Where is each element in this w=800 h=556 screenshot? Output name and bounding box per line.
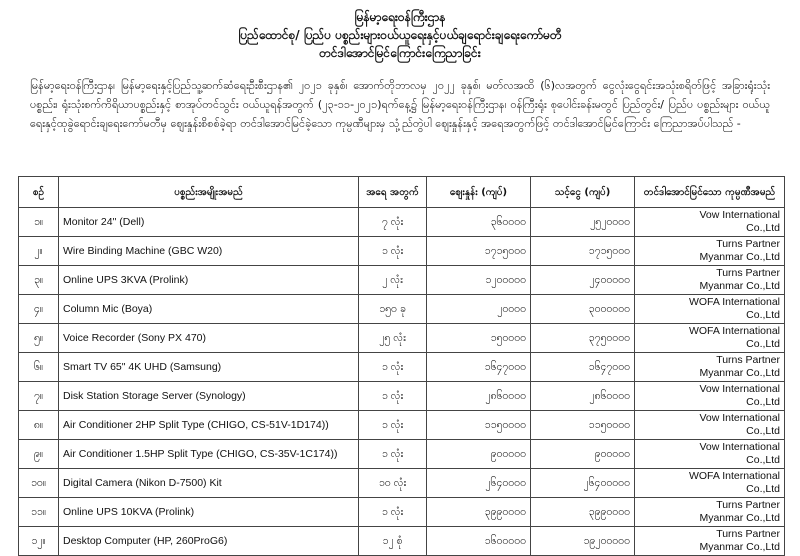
item-unit-price: ၁၅၀၀၀၀ xyxy=(427,324,531,353)
col-header-no: စဉ် xyxy=(19,177,59,208)
item-unit-price: ၁၂၀၀၀၀၀ xyxy=(427,266,531,295)
item-total: ၂၆၄၀၀၀၀၀ xyxy=(531,469,635,498)
company-name xyxy=(635,440,785,469)
company-name-line2: Co.,Ltd xyxy=(746,396,780,408)
item-description: Digital Camera (Nikon D-7500) Kit xyxy=(59,469,359,498)
company-name-line1: Turns Partner xyxy=(716,238,780,250)
item-unit-price: ၉၀၀၀၀၀ xyxy=(427,440,531,469)
item-total: ၂၄၀၀၀၀၀ xyxy=(531,266,635,295)
table-row xyxy=(19,324,785,353)
item-quantity: ၁ လုံး xyxy=(359,382,427,411)
company-name-line1: Vow International xyxy=(699,412,780,424)
item-total: ၃၇၅၀၀၀၀ xyxy=(531,324,635,353)
row-number: ၂။ xyxy=(19,237,59,266)
company-name-line1: WOFA International xyxy=(688,470,780,482)
item-unit-price: ၂၈၆၀၀၀၀ xyxy=(427,382,531,411)
item-total: ၃၉၉၀၀၀၀ xyxy=(531,498,635,527)
company-name-line2: Co.,Ltd xyxy=(746,425,780,437)
ministry-title: မြန်မာ့ရေးဝန်ကြီးဌာန xyxy=(354,10,446,24)
item-description: Air Conditioner 2HP Split Type (CHIGO, CS-51V-1D174)) xyxy=(59,411,359,440)
item-unit-price: ၃၉၉၀၀၀၀ xyxy=(427,498,531,527)
company-name-line2: Myanmar Co.,Ltd xyxy=(699,280,780,292)
company-name xyxy=(635,266,785,295)
item-description: Smart TV 65" 4K UHD (Samsung) xyxy=(59,353,359,382)
item-description: Online UPS 3KVA (Prolink) xyxy=(59,266,359,295)
company-name-line2: Co.,Ltd xyxy=(746,222,780,234)
company-name-line2: Co.,Ltd xyxy=(746,309,780,321)
row-number: ၅။ xyxy=(19,324,59,353)
item-unit-price: ၁၁၅၀၀၀၀ xyxy=(427,411,531,440)
table-row xyxy=(19,440,785,469)
company-name xyxy=(635,237,785,266)
item-quantity: ၁ လုံး xyxy=(359,440,427,469)
company-name-line1: Vow International xyxy=(699,441,780,453)
tender-results-table xyxy=(18,176,785,556)
company-name-line2: Co.,Ltd xyxy=(746,483,780,495)
item-quantity: ၁၀ လုံး xyxy=(359,469,427,498)
item-total: ၂၈၆၀၀၀၀ xyxy=(531,382,635,411)
row-number: ၆။ xyxy=(19,353,59,382)
table-row xyxy=(19,208,785,237)
announcement-title: တင်ဒါအောင်မြင်ကြောင်းကြေညာခြင်း xyxy=(319,46,481,60)
row-number: ၁၀။ xyxy=(19,469,59,498)
table-row xyxy=(19,527,785,556)
committee-title: ပြည်ထောင်စု/ ပြည်ပ ပစ္စည်းများဝယ်ယူရေးနှင့်ပယ်ချရောင်းချရေးကော်မတီ xyxy=(238,28,562,42)
item-description: Wire Binding Machine (GBC W20) xyxy=(59,237,359,266)
col-header-company: တင်ဒါအောင်မြင်သော ကုမ္ပဏီအမည် xyxy=(635,177,785,208)
company-name xyxy=(635,498,785,527)
company-name xyxy=(635,353,785,382)
item-quantity: ၂၅ လုံး xyxy=(359,324,427,353)
item-quantity: ၂ လုံး xyxy=(359,266,427,295)
table-row xyxy=(19,469,785,498)
table-header-row xyxy=(19,177,785,208)
row-number: ၁၁။ xyxy=(19,498,59,527)
item-description: Online UPS 10KVA (Prolink) xyxy=(59,498,359,527)
company-name-line1: Vow International xyxy=(699,383,780,395)
company-name xyxy=(635,411,785,440)
item-total: ၃၀၀၀၀၀၀ xyxy=(531,295,635,324)
company-name-line2: Co.,Ltd xyxy=(746,454,780,466)
row-number: ၁။ xyxy=(19,208,59,237)
item-total: ၂၅၂၀၀၀၀ xyxy=(531,208,635,237)
row-number: ၃။ xyxy=(19,266,59,295)
row-number: ၉။ xyxy=(19,440,59,469)
item-quantity: ၁၂ စုံ xyxy=(359,527,427,556)
company-name xyxy=(635,324,785,353)
col-header-total: သင့်ငွေ (ကျပ်) xyxy=(531,177,635,208)
table-row xyxy=(19,237,785,266)
company-name xyxy=(635,382,785,411)
col-header-unit-price: ဈေးနှုန်း (ကျပ်) xyxy=(427,177,531,208)
col-header-quantity: အရေ အတွက် xyxy=(359,177,427,208)
item-total: ၁၉၂၀၀၀၀၀ xyxy=(531,527,635,556)
company-name xyxy=(635,527,785,556)
item-unit-price: ၂၀၀၀၀ xyxy=(427,295,531,324)
item-total: ၉၀၀၀၀၀ xyxy=(531,440,635,469)
company-name-line2: Myanmar Co.,Ltd xyxy=(699,367,780,379)
table-row xyxy=(19,266,785,295)
company-name xyxy=(635,208,785,237)
company-name-line1: Vow International xyxy=(699,209,780,221)
company-name-line2: Myanmar Co.,Ltd xyxy=(699,251,780,263)
company-name-line2: Myanmar Co.,Ltd xyxy=(699,541,780,553)
company-name-line2: Myanmar Co.,Ltd xyxy=(699,512,780,524)
col-header-description: ပစ္စည်းအမျိုးအမည် xyxy=(59,177,359,208)
item-quantity: ၁ လုံး xyxy=(359,411,427,440)
item-quantity: ၁၅၀ ခု xyxy=(359,295,427,324)
notice-paragraph: မြန်မာ့ရေးဝန်ကြီးဌာန၊ မြန်မာ့ရေးနှင့်ပြည်သူ့ဆက်ဆံရေးဦးစီးဌာန၏ ၂၀၂၁ ခုနှစ်၊ အောက်တိုဘာလမှ ၂၀၂၂ ခုနှစ်၊ မတ်လအထိ (၆)လအတွက် ငွေလုံးငွေရင်းအသုံးစရိတ်ဖြင့် အခြားရုံးသုံးပစ္စည်း၊ ရုံးသုံးစက်ကိရိယာပစ္စည်းနှင့် စာအုပ်တင်သွင်း ဝယ်ယူရန်အတွက် (၂၃-၁၁-၂၀၂၁)ရက်နေ့၌ မြန်မာ့ရေးဝန်ကြီးဌာန၊ ဝန်ကြီးရုံး စုပေါင်းခန်းမတွင် ပြည်တွင်း/ ပြည်ပ ပစ္စည်းများ ဝယ်ယူရေးနှင့်ထုခွဲရောင်းချရေးကော်မတီမှ ဈေးနှုန်းစိစစ်ခဲ့ရာ တင်ဒါအောင်မြင်ခဲ့သော ကုမ္ပဏီများမှ သုံ့ည်တွဲပါ ဈေးနှုန်းနှင့် အရေအတွက်ဖြင့် တင်ဒါအောင်မြင်ကြောင်း ကြေညာအပ်ပါသည် - xyxy=(30,79,770,130)
company-name-line1: Turns Partner xyxy=(716,499,780,511)
item-description: Monitor 24" (Dell) xyxy=(59,208,359,237)
item-quantity: ၁ လုံး xyxy=(359,237,427,266)
item-total: ၁၇၁၅၀၀၀ xyxy=(531,237,635,266)
company-name-line2: Co.,Ltd xyxy=(746,338,780,350)
company-name xyxy=(635,295,785,324)
table-row xyxy=(19,498,785,527)
row-number: ၇။ xyxy=(19,382,59,411)
item-unit-price: ၁၆၀၀၀၀၀ xyxy=(427,527,531,556)
table-row xyxy=(19,382,785,411)
company-name-line1: Turns Partner xyxy=(716,354,780,366)
table-row xyxy=(19,353,785,382)
item-description: Disk Station Storage Server (Synology) xyxy=(59,382,359,411)
company-name-line1: WOFA International xyxy=(688,325,780,337)
company-name xyxy=(635,469,785,498)
company-name-line1: Turns Partner xyxy=(716,267,780,279)
item-total: ၁၆၄၇၀၀၀ xyxy=(531,353,635,382)
item-quantity: ၁ လုံး xyxy=(359,353,427,382)
table-row xyxy=(19,411,785,440)
item-quantity: ၇ လုံး xyxy=(359,208,427,237)
item-quantity: ၁ လုံး xyxy=(359,498,427,527)
item-unit-price: ၁၆၄၇၀၀၀ xyxy=(427,353,531,382)
item-unit-price: ၁၇၁၅၀၀၀ xyxy=(427,237,531,266)
row-number: ၄။ xyxy=(19,295,59,324)
item-description: Voice Recorder (Sony PX 470) xyxy=(59,324,359,353)
item-description: Column Mic (Boya) xyxy=(59,295,359,324)
company-name-line1: WOFA International xyxy=(688,296,780,308)
table-row xyxy=(19,295,785,324)
item-unit-price: ၂၆၄၀၀၀၀ xyxy=(427,469,531,498)
row-number: ၁၂။ xyxy=(19,527,59,556)
company-name-line1: Turns Partner xyxy=(716,528,780,540)
row-number: ၈။ xyxy=(19,411,59,440)
item-description: Desktop Computer (HP, 260ProG6) xyxy=(59,527,359,556)
item-description: Air Conditioner 1.5HP Split Type (CHIGO, CS-35V-1C174)) xyxy=(59,440,359,469)
item-unit-price: ၃၆၀၀၀၀ xyxy=(427,208,531,237)
item-total: ၁၁၅၀၀၀၀ xyxy=(531,411,635,440)
